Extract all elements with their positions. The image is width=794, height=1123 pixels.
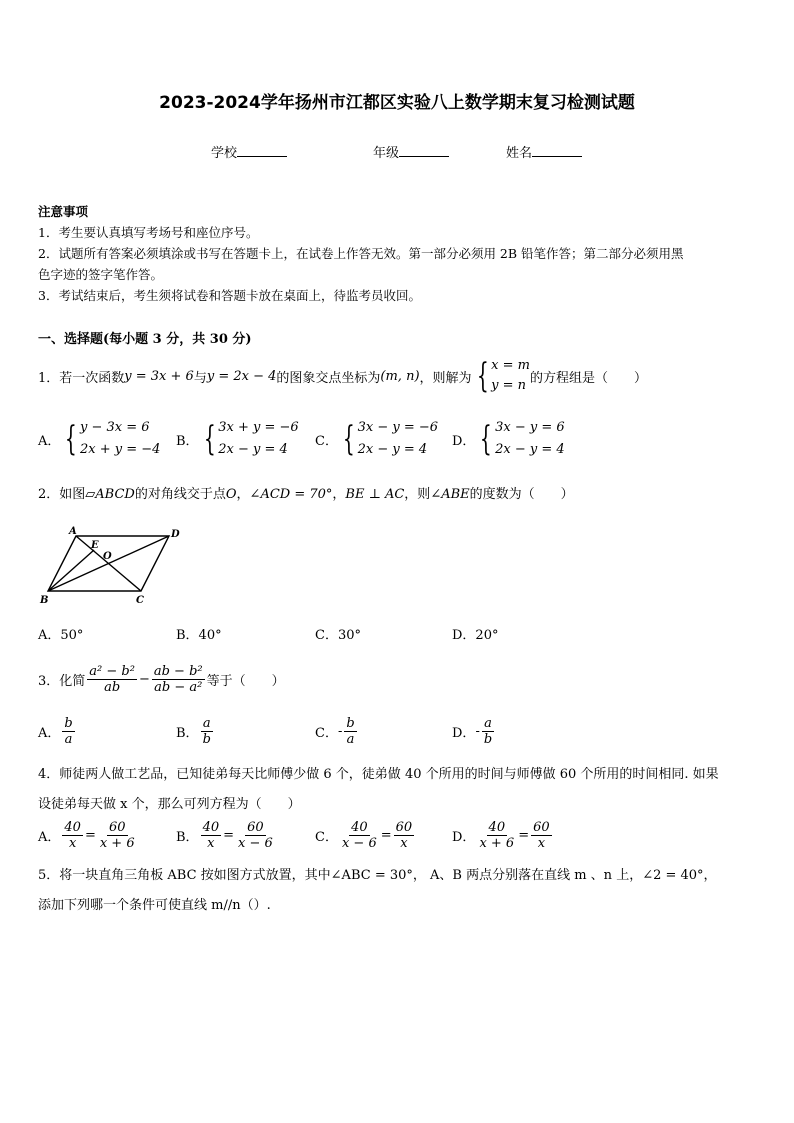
diagonal-bd	[48, 536, 169, 591]
question-2	[38, 483, 574, 502]
option-row: 3x − y = 6	[495, 420, 565, 435]
label-d: D	[171, 529, 180, 540]
fraction-denominator: ab − a²	[154, 679, 203, 695]
q2-text: ，	[236, 487, 250, 502]
q1-system: { x = m y = n	[476, 356, 530, 396]
grade-blank[interactable]	[399, 144, 449, 157]
label-b: B	[40, 595, 49, 606]
option-row: y − 3x = 6	[80, 420, 150, 435]
q2-abe: ∠ABE	[430, 487, 470, 502]
option-label: D．	[452, 725, 476, 741]
fraction-numerator: a² − b²	[89, 663, 135, 679]
fraction-denominator: x − 6	[238, 835, 273, 851]
q3-minus: −	[138, 671, 150, 687]
fraction-numerator: 40	[488, 819, 506, 835]
q3-option-b[interactable]	[176, 712, 215, 750]
q1-option-d[interactable]: D． { 3x − y = 6 2x − y = 4	[452, 419, 565, 459]
name-blank[interactable]	[532, 144, 582, 157]
fraction-denominator: x + 6	[99, 835, 135, 851]
parallelogram-figure	[36, 524, 186, 606]
q1-text: 的图象交点坐标为	[276, 370, 381, 386]
q3-option-c[interactable]	[315, 712, 359, 750]
question-4	[38, 760, 719, 820]
option-label: A．	[38, 829, 61, 845]
q1-option-b[interactable]: B． { 3x + y = −6 2x − y = 4	[176, 419, 299, 459]
q4-option-b[interactable]: B． $\frac{40}{x}$ = $\frac{60}{x - 6}$	[176, 819, 273, 851]
fraction-denominator: ab	[104, 679, 121, 695]
fraction-numerator: a	[202, 715, 211, 731]
option-label: D．	[452, 433, 476, 449]
q3-text: 等于（ ）	[206, 673, 285, 689]
q2-abcd: ABCD	[95, 487, 135, 502]
fraction-numerator: b	[64, 715, 73, 731]
q2-text: 的度数为（ ）	[469, 487, 574, 502]
q2-o: O	[225, 487, 237, 502]
fraction-numerator: 60	[395, 819, 413, 835]
q1-text: 1．若一次函数	[38, 370, 125, 386]
option-row: 2x − y = 4	[495, 442, 565, 457]
q2-text: 2．如图▱	[38, 487, 96, 502]
q5-text: 添加下列哪一个条件可使直线 m//n（）.	[38, 898, 271, 913]
notes-heading: 注意事项	[38, 204, 89, 219]
fraction-numerator: 40	[351, 819, 368, 835]
q2-option-b[interactable]: B．40°	[176, 628, 222, 643]
q1-point: (m, n)	[380, 368, 420, 384]
q2-option-d[interactable]: D．20°	[452, 628, 499, 643]
q2-option-c[interactable]: C．30°	[315, 628, 361, 643]
note-item: 色字迹的签字笔作答。	[38, 267, 164, 282]
label-c: C	[136, 595, 144, 606]
option-label: B．	[176, 433, 199, 449]
q1-option-c[interactable]: C． { 3x − y = −6 2x − y = 4	[315, 419, 439, 459]
q4-option-a[interactable]: A． $\frac{40}{x}$ = $\frac{60}{x + 6}$	[38, 819, 135, 851]
fraction-denominator: x	[537, 835, 546, 851]
q3-fraction-1	[87, 664, 137, 695]
q1-text: 的方程组是（ ）	[530, 370, 648, 386]
fraction-numerator: a	[484, 715, 492, 731]
q4-text: 设徒弟每天做 x 个，那么可列方程为（ ）	[38, 797, 301, 812]
school-blank[interactable]	[237, 144, 287, 157]
label-e: E	[91, 540, 99, 551]
option-row: 2x + y = −4	[80, 442, 161, 457]
option-label: C．	[315, 433, 338, 449]
option-row: 3x + y = −6	[218, 420, 299, 435]
name-label: 姓名	[506, 146, 533, 161]
q3-option-a[interactable]	[38, 712, 77, 750]
fraction-numerator: ab − b²	[153, 663, 203, 679]
fraction-denominator: b	[483, 731, 493, 747]
option-row: 3x − y = −6	[357, 420, 439, 435]
q4-text: 4．师徒两人做工艺品，已知徒弟每天比师傅少做 6 个，徒弟做 40 个所用的时间与师傅做 60 个所用的时间相同. 如果	[38, 767, 719, 782]
fraction-denominator: x − 6	[341, 835, 377, 851]
option-label: A．	[38, 725, 61, 741]
fraction-denominator: a	[346, 731, 355, 747]
q4-option-c[interactable]: C． $\frac{40}{x - 6}$ = $\frac{60}{x}$	[315, 819, 413, 851]
option-label: B．	[176, 829, 199, 845]
option-label: C．	[315, 725, 338, 741]
question-3	[38, 660, 285, 698]
option-sign: -	[337, 723, 343, 739]
grade-label: 年级	[373, 146, 400, 161]
fraction-denominator: x	[207, 835, 215, 851]
q1-eq1: y = 3x + 6	[124, 368, 194, 384]
q1-text: 与	[193, 370, 207, 386]
q5-text: 5．将一块直角三角板 ABC 按如图方式放置，其中∠ABC = 30°， A、B 两点分别落在直线 m 、n 上，∠2 = 40°，	[38, 868, 717, 883]
q1-sys-row: y = n	[491, 378, 527, 393]
fraction-denominator: x + 6	[479, 835, 515, 851]
fraction-numerator: 60	[247, 819, 264, 835]
q3-text: 3．化简	[38, 673, 86, 689]
option-label: C．	[315, 829, 338, 845]
q2-text: 的对角线交于点	[134, 487, 226, 502]
fraction-denominator: a	[64, 731, 73, 747]
section-heading: 一、选择题(每小题 3 分，共 30 分)	[38, 332, 252, 347]
q1-sys-row: x = m	[491, 358, 530, 373]
note-item: 3．考试结束后，考生须将试卷和答题卡放在桌面上，待监考员收回。	[38, 288, 421, 303]
q3-fraction-2	[152, 664, 205, 695]
school-field[interactable]	[211, 142, 287, 161]
note-item: 2．试题所有答案必须填涂或书写在答题卡上，在试卷上作答无效。第一部分必须用 2B 铅笔作答；第二部分必须用黑	[38, 246, 684, 261]
q2-text: ，则	[404, 487, 431, 502]
option-sign: -	[475, 723, 480, 739]
option-label: B．	[176, 725, 199, 741]
q2-text: ，	[332, 487, 346, 502]
notes-section	[38, 201, 684, 306]
option-label: A．	[38, 433, 61, 449]
fraction-numerator: b	[346, 715, 355, 731]
segment-be	[48, 550, 94, 591]
question-5	[38, 861, 717, 921]
option-label: D．	[452, 829, 476, 845]
q2-angle: ∠ACD = 70°	[249, 487, 333, 502]
school-label: 学校	[211, 146, 238, 161]
q2-perp: BE ⊥ AC	[345, 487, 405, 502]
fraction-numerator: 60	[533, 819, 550, 835]
option-row: 2x − y = 4	[218, 442, 288, 457]
grade-field[interactable]	[373, 142, 449, 161]
fraction-numerator: 40	[64, 819, 81, 835]
fraction-denominator: b	[202, 731, 211, 747]
q3-option-d[interactable]	[452, 712, 496, 750]
fraction-numerator: 40	[202, 819, 220, 835]
question-1	[38, 354, 647, 398]
q1-text: ，则解为	[419, 370, 472, 386]
q2-option-a[interactable]: A．50°	[38, 628, 84, 643]
label-o: O	[103, 551, 112, 562]
option-row: 2x − y = 4	[357, 442, 428, 457]
fraction-numerator: 60	[108, 819, 126, 835]
q4-option-d[interactable]: D． $\frac{40}{x + 6}$ = $\frac{60}{x}$	[452, 819, 550, 851]
name-field[interactable]	[506, 142, 582, 161]
fraction-denominator: x	[68, 835, 77, 851]
q1-option-a[interactable]: A． { y − 3x = 6 2x + y = −4	[38, 419, 161, 459]
q1-eq2: y = 2x − 4	[206, 368, 277, 384]
fraction-denominator: x	[400, 835, 408, 851]
page-title: 2023-2024学年扬州市江都区实验八上数学期末复习检测试题	[159, 93, 635, 113]
note-item: 1．考生要认真填写考场号和座位序号。	[38, 225, 259, 240]
label-a: A	[69, 526, 77, 537]
